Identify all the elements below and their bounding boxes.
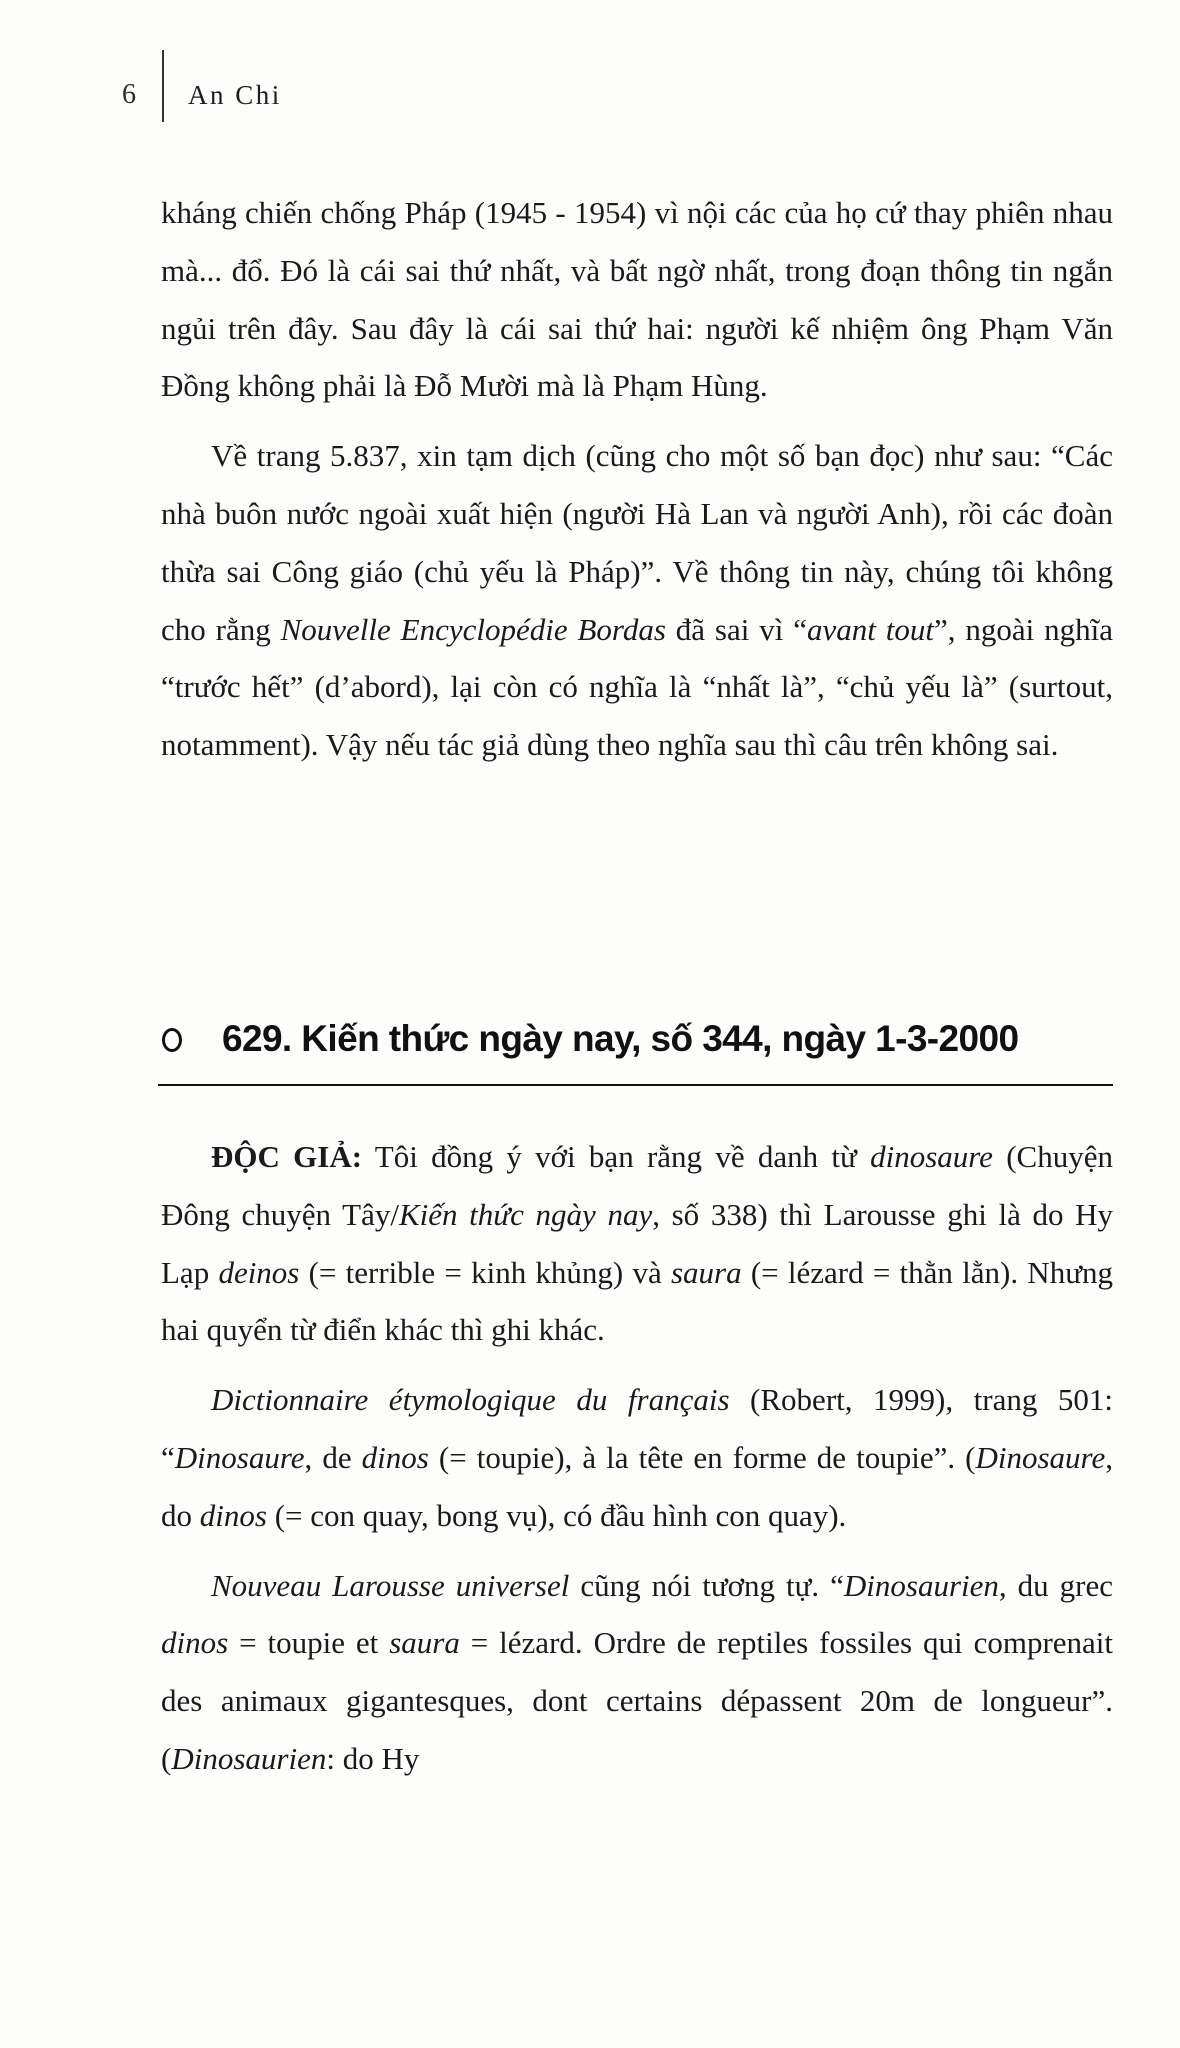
text-run: (= toupie), à la tête en forme de toupie”. ( [428,1439,976,1475]
body-text-section-2 [161,1128,1113,1800]
text-run: Dinosaure [975,1439,1106,1475]
text-run: = lézard. Ordre de reptiles fossiles qui comprenait des animaux gigantesques, dont certains dépassent 20m de longueur”. ( [161,1625,1114,1776]
paragraph [161,1557,1113,1788]
text-run: dinos [361,1439,429,1475]
body-text-section-1 [161,184,1113,786]
running-header [0,0,1180,140]
paragraph [161,427,1113,774]
text-run: saura [389,1625,460,1661]
hollow-circle-icon [162,1028,182,1052]
text-run: saura [670,1254,742,1290]
text-run: Dictionnaire étymologique du français [211,1382,730,1418]
text-run: : do Hy [326,1740,420,1776]
text-run: , du grec [998,1567,1113,1603]
text-run: (Robert, 1999), trang 501: “ [161,1382,1114,1475]
page-number: 6 [122,79,136,110]
text-run: deinos [218,1254,300,1290]
text-run: dinos [161,1625,229,1661]
text-run: dinos [199,1497,267,1533]
text-run: avant tout [807,611,934,647]
text-run: Về trang 5.837, xin tạm dịch (cũng cho một số bạn đọc) như sau: “Các nhà buôn nước ngoài xuất hiện (người Hà Lan và người Anh), rồi các đoàn thừa sai Công giáo (chủ yếu là Pháp)”. Về thông tin này, chúng tôi không cho rằng [161,438,1113,647]
text-run: (= con quay, bong vụ), có đầu hình con quay). [266,1497,847,1533]
header-divider [162,50,164,122]
heading-rule [158,1084,1113,1086]
text-run: Dinosaurien [171,1740,327,1776]
text-run: ”, ngoài nghĩa “trước hết” (d’abord), lại còn có nghĩa là “nhất là”, “chủ yếu là” (surtout, notamment). Vậy nếu tác giả dùng theo nghĩa sau thì câu trên không sai. [161,611,1113,763]
text-run: , do [161,1439,1113,1533]
text-run: , de [304,1439,362,1475]
text-run: dinosaure [870,1139,993,1174]
text-run: (Chuyện Đông chuyện Tây/ [161,1139,1113,1232]
text-run: Kiến thức ngày nay [398,1196,653,1232]
text-run: đã sai vì “ [665,611,807,647]
text-run: Nouvelle Encyclopédie Bordas [280,611,666,647]
text-run: (= terrible = kinh khủng) và [299,1254,671,1290]
text-run: Dinosaure [174,1439,305,1475]
text-run: = toupie et [228,1625,390,1661]
text-run: ĐỘC GIẢ: [211,1139,363,1174]
section-heading-title: 629. Kiến thức ngày nay, số 344, ngày 1-3-2000 [222,1018,1019,1059]
text-run: Nouveau Larousse universel [211,1567,570,1603]
text-run: , số 338) thì Larousse ghi là do Hy Lạp [161,1196,1113,1290]
paragraph [161,1128,1113,1359]
text-run: Dinosaurien [843,1567,999,1603]
section-heading [158,1014,1113,1086]
text-run: kháng chiến chống Pháp (1945 - 1954) vì nội các của họ cứ thay phiên nhau mà... đổ. Đó là cái sai thứ nhất, và bất ngờ nhất, trong đoạn thông tin ngắn ngủi trên đây. Sau đây là cái sai thứ hai: người kế nhiệm ông Phạm Văn Đồng không phải là Đỗ Mười mà là Phạm Hùng. [161,195,1113,404]
text-run: Tôi đồng ý với bạn rằng về danh từ [362,1139,871,1174]
paragraph [161,184,1113,415]
header-author: An Chi [188,80,282,110]
text-run: cũng nói tương tự. “ [569,1567,844,1603]
text-run: (= lézard = thằn lằn). Nhưng hai quyển từ điển khác thì ghi khác. [161,1254,1113,1348]
paragraph [161,1371,1113,1544]
